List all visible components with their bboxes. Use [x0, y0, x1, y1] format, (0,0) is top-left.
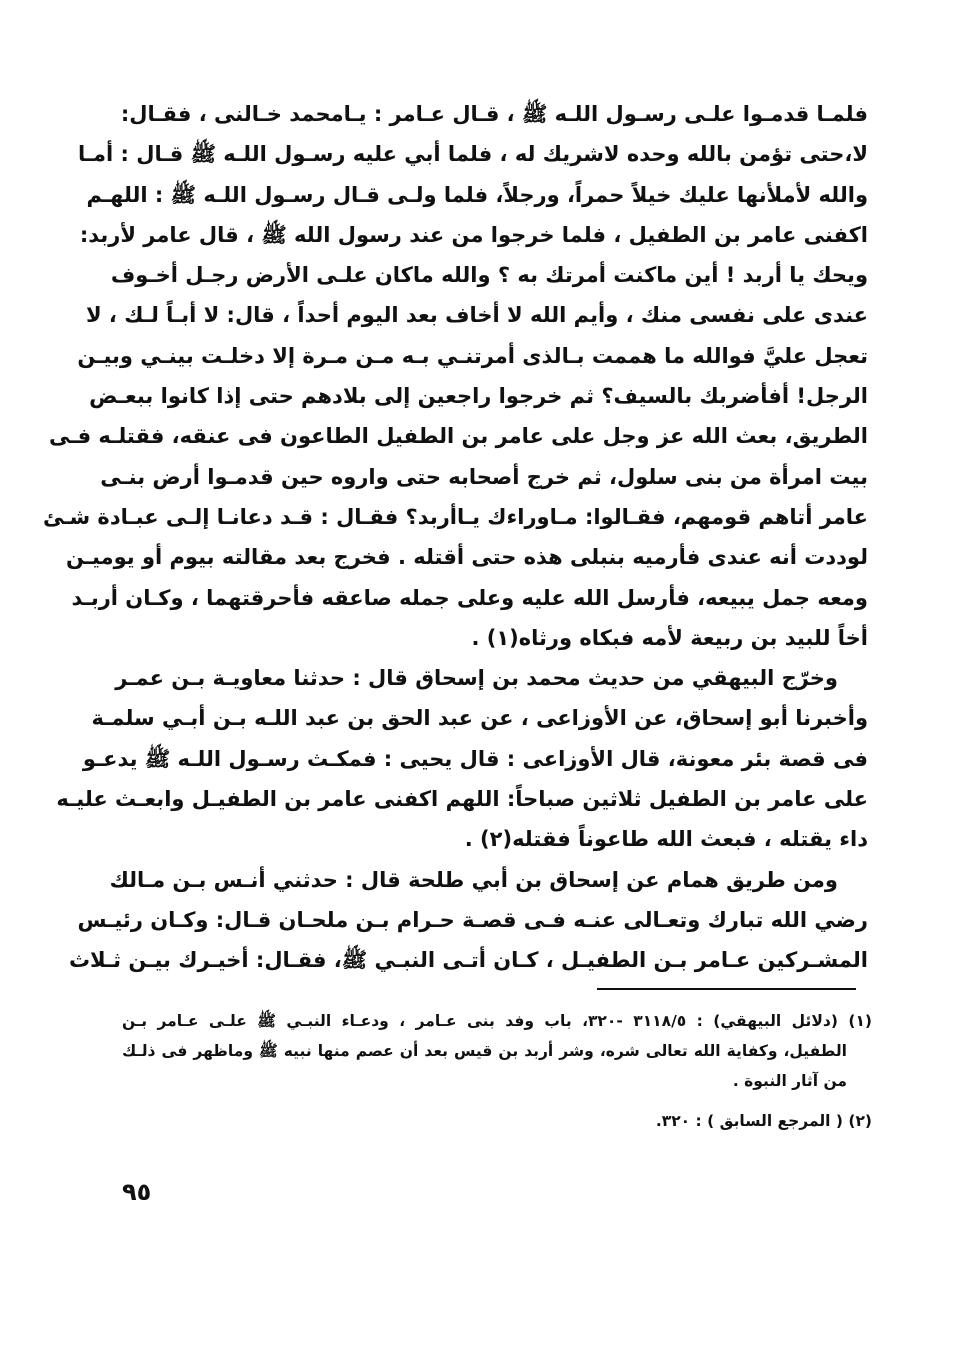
body-line: فى قصة بئر معونة، قال الأوزاعى : قال يحيى : فمكـث رسـول اللـه ﷺ يدعـو: [82, 746, 868, 771]
body-line: داء يقتله ، فبعث الله طاعوناً فقتله(٢) .: [464, 827, 868, 852]
body-text: [43, 94, 868, 981]
body-line: ومعه جمل يبيعه، فأرسل الله عليه وعلى جمله صاعقه فأحرقتهما ، وكـان أربـد: [71, 585, 868, 610]
body-line: فلمـا قدمـوا علـى رسـول اللـه ﷺ ، قـال عـامر : يـامحمد خـالنى ، فقـال:: [120, 102, 868, 126]
body-line: تعجل عليَّ فوالله ما هممت بـالذى أمرتنـي بـه مـن مـرة إلا دخلـت بينـي وبيـن: [77, 343, 868, 368]
body-line: عندى على نفسى منك ، وأيم الله لا أخاف بعد اليوم أحداً ، قال: لا أبـاً لـك ، لا: [85, 303, 868, 328]
footnote-gap: [122, 1096, 872, 1106]
footnote-line: الطفيل، وكفاية الله تعالى شره، وشر أربد بن قيس بعد أن عصم منها نبيه ﷺ وماظهر فى ذلـك: [122, 1042, 847, 1060]
body-line: وأخبرنا أبو إسحاق، عن الأوزاعى ، عن عبد الحق بن عبد اللـه بـن أبـي سلمـة: [91, 706, 868, 731]
body-line: ويحك يا أربد ! أين ماكنت أمرتك به ؟ والله ماكان علـى الأرض رجـل أخـوف: [110, 263, 868, 288]
footnote-line: (٢) ( المرجع السابق ) : ٣٢٠.: [655, 1112, 872, 1130]
body-line: وخرّج البيهقي من حديث محمد بن إسحاق قال : حدثنا معاويـة بـن عمـر: [115, 666, 838, 691]
body-line: الطريق، بعث الله عز وجل على عامر بن الطفيل الطاعون فى عنقه، فقتلـه فـى: [48, 424, 868, 449]
body-line: ومن طريق همام عن إسحاق بن أبي طلحة قال : حدثني أنـس بـن مـالك: [109, 867, 838, 892]
footnote-line: (١) (دلائل البيهقي) : ٣١١٨/٥ -٣٢٠، باب وفد بنى عـامر ، ودعـاء النبـي ﷺ علـى عـامر بـن: [122, 1012, 872, 1030]
body-line: رضي الله تبارك وتعـالى عنـه فـى قصـة حـرام بـن ملحـان قـال: وكـان رئيـس: [77, 907, 868, 932]
body-line: اكفنى عامر بن الطفيل ، فلما خرجوا من عند رسول الله ﷺ ، قال عامر لأربد:: [79, 222, 868, 247]
body-line: لوددت أنه عندى فأرميه بنبلى هذه حتى أقتله . فخرج بعد مقالته بيوم أو يوميـن: [65, 545, 868, 570]
footnotes: [122, 1006, 872, 1136]
body-line: المشـركين عـامر بـن الطفيـل ، كـان أتـى النبـي ﷺ، فقـال: أخيـرك بيـن ثـلاث: [68, 948, 868, 973]
body-line: بيت امرأة من بنى سلول، ثم خرج أصحابه حتى واروه حين قدمـوا أرض بنـى: [100, 464, 868, 489]
body-line: أخاً للبيد بن ربيعة لأمه فبكاه ورثاه(١) .: [471, 625, 868, 650]
body-line: الرجل! أفأضربك بالسيف؟ ثم خرجوا راجعين إلى بلادهم حتى إذا كانوا ببعـض: [89, 384, 868, 409]
page-number: ٩٥: [122, 1178, 152, 1206]
body-line: على عامر بن الطفيل ثلاثين صباحاً: اللهم اكفنى عامر بن الطفيـل وابعـث عليـه: [56, 787, 868, 812]
body-line: لا،حتى تؤمن بالله وحده لاشريك له ، فلما أبي عليه رسـول اللـه ﷺ قـال : أمـا: [77, 142, 868, 167]
footnote-divider: [597, 988, 856, 990]
footnote-line: من آثار النبوة .: [732, 1072, 847, 1090]
body-line: عامر أتاهم قومهم، فقـالوا: مـاوراءك يـاأربد؟ فقـال : قـد دعانـا إلـى عبـادة شـئ: [43, 504, 868, 529]
body-line: والله لأملأنها عليك خيلاً حمراً، ورجلاً، فلما ولـى قـال رسـول اللـه ﷺ : اللهـم: [86, 182, 868, 207]
